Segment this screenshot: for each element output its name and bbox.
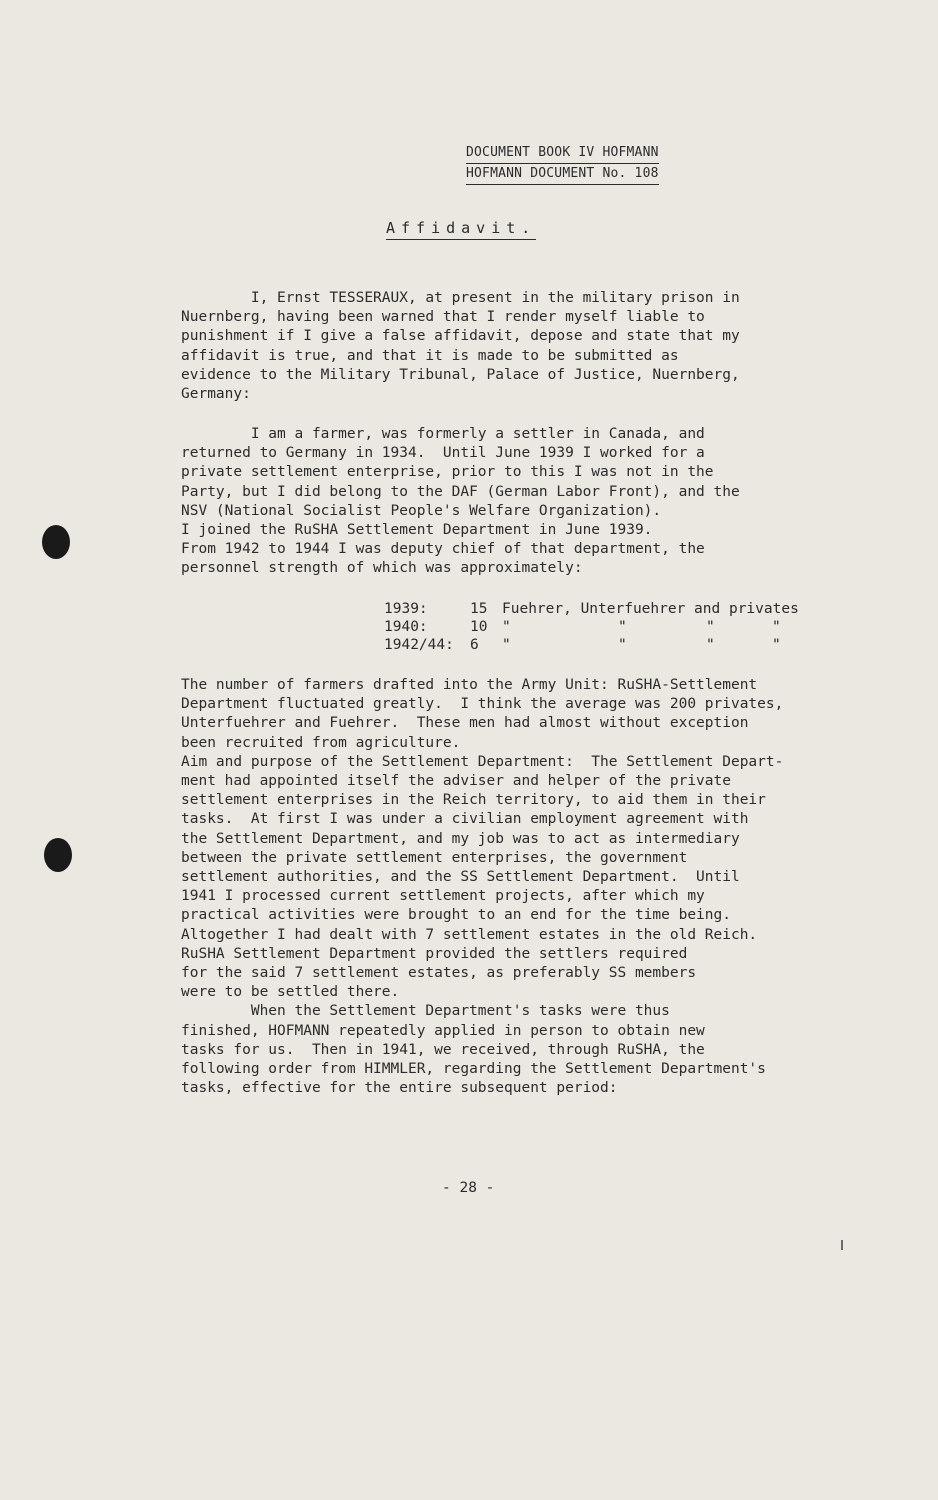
ditto-mark: " (772, 637, 781, 653)
ditto-mark: " (618, 637, 627, 653)
document-title: Affidavit. (386, 219, 536, 240)
paragraph-oath: I, Ernst TESSERAUX, at present in the military prison in Nuernberg, having been warned that I render myself liable to punishment if I give a false affidavit, depose and state that my affidavit is true, and that it is made to be submitted as evidence to the Military Tribunal, Palace of Justice, Nuernberg, Germany: (181, 290, 740, 403)
header-line-book: DOCUMENT BOOK IV HOFMANN (466, 143, 659, 164)
table-row (384, 636, 852, 654)
page-number: - 28 - (442, 1180, 495, 1196)
table-row (384, 618, 852, 636)
table-row (384, 600, 852, 618)
table-cell-number: 6 (470, 637, 479, 653)
table-cell-ditto-marks (502, 636, 852, 654)
table-cell-ranks: Fuehrer, Unterfuehrer and privates (502, 601, 799, 617)
table-cell-number: 10 (470, 619, 488, 635)
ditto-mark: " (502, 637, 511, 653)
table-cell-ditto-marks (502, 618, 852, 636)
document-header (466, 143, 659, 185)
ditto-mark: " (618, 619, 627, 635)
table-cell-year: 1942/44: (384, 637, 454, 653)
punch-hole (44, 838, 72, 872)
punch-hole (42, 525, 70, 559)
table-cell-number: 15 (470, 601, 488, 617)
ditto-mark: " (502, 619, 511, 635)
ditto-mark: " (772, 619, 781, 635)
paragraph-settlement-department: The number of farmers drafted into the Army Unit: RuSHA-Settlement Department fluctuated greatly. I think the average was 200 privates, Unterfuehrer and Fuehrer. These men had almost without exception been recruited from agriculture. Aim and purpose of the Settlement Department: The Settlement Depart- ment had appointed itself the adviser and helper of the private settlement enterprises in the Reich territory, to aid them in their tasks. At first I was under a civilian employment agreement with the Settlement Department, and my job was to act as intermediary between the private settlement enterprises, the government settlement authorities, and the SS Settlement Department. Until 1941 I processed current settlement projects, after which my practical activities were brought to an end for the time being. Altogether I had dealt with 7 settlement estates in the old Reich. RuSHA Settlement Department provided the settlers required for the said 7 settlement estates, as preferably SS members were to be settled there. When the Settlement Department's tasks were thus finished, HOFMANN repeatedly applied in person to obtain new tasks for us. Then in 1941, we received, through RuSHA, the following order from HIMMLER, regarding the Settlement Department's tasks, effective for the entire subsequent period: (181, 677, 784, 1097)
paragraph-background: I am a farmer, was formerly a settler in Canada, and returned to Germany in 1934. Until June 1939 I worked for a private settlement enterprise, prior to this I was not in the Party, but I did belong to the DAF (German Labor Front), and the NSV (National Socialist People's Welfare Organization). I joined the RuSHA Settlement Department in June 1939. From 1942 to 1944 I was deputy chief of that department, the personnel strength of which was approximately: (181, 426, 740, 577)
table-cell-year: 1939: (384, 601, 428, 617)
header-line-document-number: HOFMANN DOCUMENT No. 108 (466, 164, 659, 185)
stray-mark (841, 1240, 843, 1250)
ditto-mark: " (706, 637, 715, 653)
personnel-strength-table (384, 600, 852, 654)
ditto-mark: " (706, 619, 715, 635)
table-cell-year: 1940: (384, 619, 428, 635)
